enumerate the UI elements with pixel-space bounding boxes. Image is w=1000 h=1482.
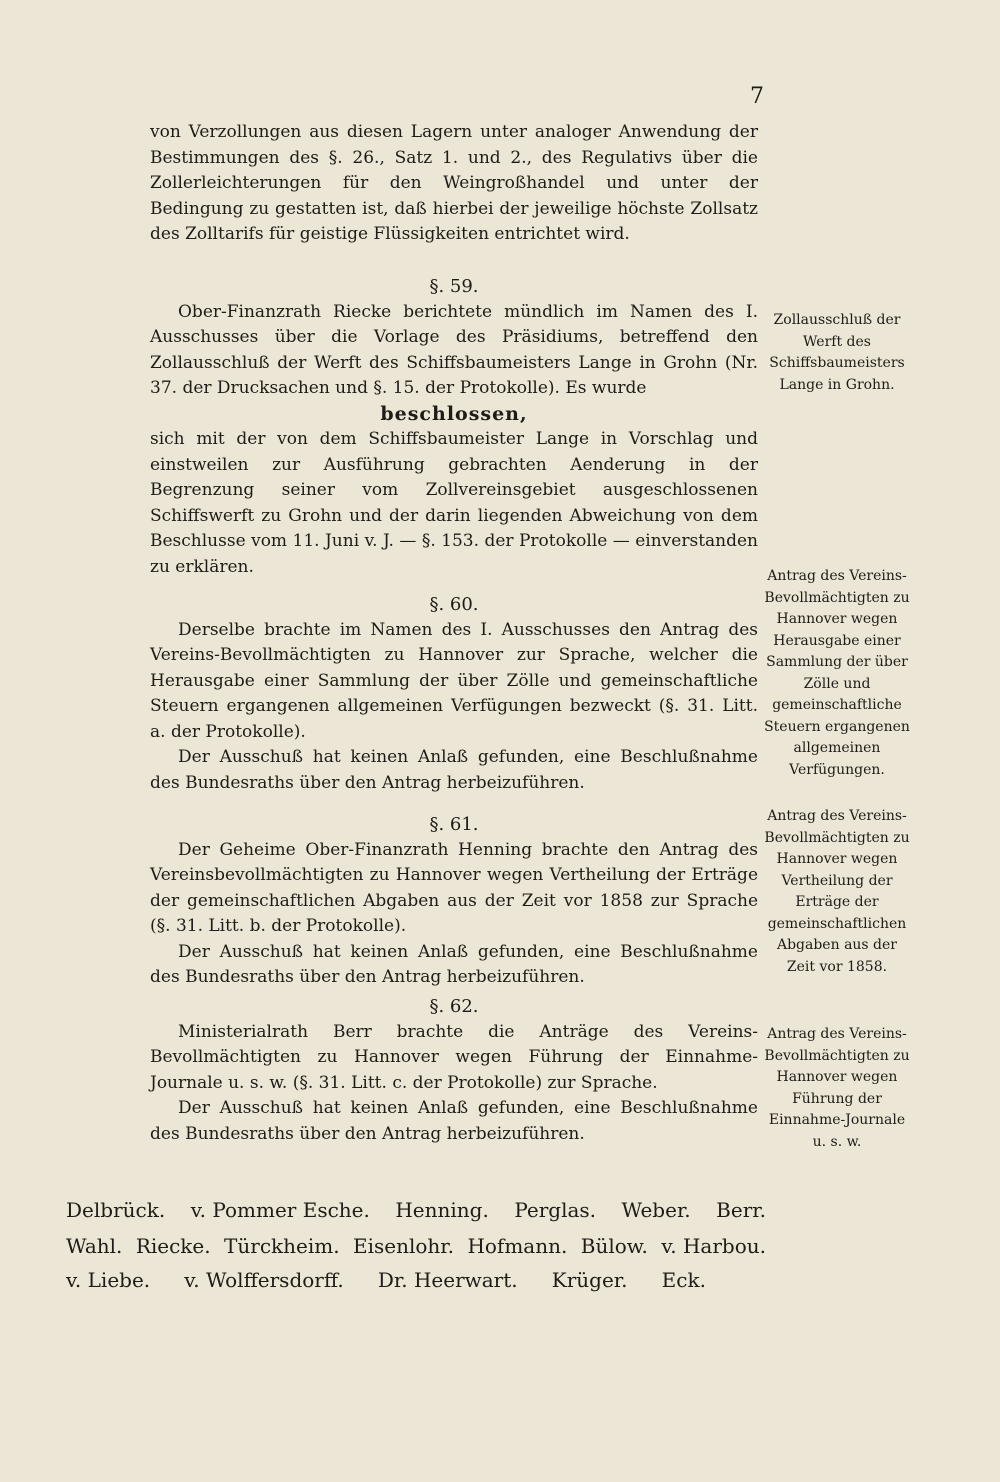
signature: Dr. Heerwart. bbox=[377, 1268, 518, 1292]
signature: Türckheim. bbox=[224, 1234, 340, 1258]
signature: Riecke. bbox=[135, 1234, 211, 1258]
section-61-result: Der Ausschuß hat keinen Anlaß gefunden, eine Beschlußnahme des Bundesraths über den Antrag herbeizuführen. bbox=[150, 941, 758, 987]
signature: Perglas. bbox=[514, 1198, 597, 1222]
signature: Eck. bbox=[661, 1268, 706, 1292]
resolved-label: beschlossen, bbox=[380, 402, 528, 425]
signature: Eisenlohr. bbox=[353, 1234, 455, 1258]
section-61-margin-note: Antrag des Vereins-Bevollmächtigten zu Hannover wegen Vertheilung der Erträge der gemeinschaftlichen Abgaben aus der Zeit vor 1858. bbox=[764, 808, 910, 975]
signature: Henning. bbox=[395, 1198, 489, 1222]
signature: Delbrück. bbox=[66, 1198, 166, 1222]
signature: Berr. bbox=[716, 1198, 766, 1222]
section-60 bbox=[150, 592, 758, 796]
section-60-heading: §. 60. bbox=[429, 594, 479, 615]
signature: v. Wolffersdorff. bbox=[184, 1268, 344, 1292]
signature: v. Harbou. bbox=[661, 1234, 766, 1258]
signature-row-1 bbox=[66, 1198, 766, 1222]
signature: Wahl. bbox=[66, 1234, 123, 1258]
section-59 bbox=[150, 274, 758, 580]
section-60-text: Derselbe brachte im Namen des I. Ausschusses den Antrag des Vereins-Bevollmächtigten zu Hannover zur Sprache, welcher die Herausgabe einer Sammlung der über Zölle und gemeinschaftliche Steuern ergangenen allgemeinen Verfügungen bezweckt (§. 31. Litt. a. der Protokolle). bbox=[150, 619, 758, 742]
signature: Krüger. bbox=[551, 1268, 628, 1292]
section-59-text: Ober-Finanzrath Riecke berichtete mündlich im Namen des I. Ausschusses über die Vorlage des Präsidiums, betreffend den Zollausschluß der Werft des Schiffsbaumeisters Lange in Grohn (Nr. 37. der Drucksachen und §. 15. der Protokolle). Es wurde bbox=[150, 301, 758, 398]
section-62-result: Der Ausschuß hat keinen Anlaß gefunden, eine Beschlußnahme des Bundesraths über den Antrag herbeizuführen. bbox=[150, 1098, 758, 1144]
signature-row-2 bbox=[66, 1234, 766, 1258]
signature: Bülow. bbox=[580, 1234, 648, 1258]
intro-paragraph: von Verzollungen aus diesen Lagern unter analoger Anwendung der Bestimmungen des §. 26., Satz 1. und 2., des Regulativs über die Zollerleichterungen für den Weingroßhandel und unter der Bedingung zu gestatten ist, daß hierbei der jeweilige höchste Zollsatz des Zolltarifs für geistige Flüssigkeiten entrichtet wird. bbox=[150, 122, 758, 244]
section-60-margin-note: Antrag des Vereins-Bevollmächtigten zu Hannover wegen Herausgabe einer Sammlung der über Zölle und gemeinschaftliche Steuern ergangenen allgemeinen Verfügungen. bbox=[764, 568, 910, 778]
section-62-margin-note: Antrag des Vereins-Bevollmächtigten zu Hannover wegen Führung der Einnahme-Journale u. s. w. bbox=[764, 1026, 910, 1150]
signature-row-3 bbox=[66, 1268, 706, 1292]
section-62-text: Ministerialrath Berr brachte die Anträge des Vereins-Bevollmächtigten zu Hannover wegen Führung der Einnahme-Journale u. s. w. (§. 31. Litt. c. der Protokolle) zur Sprache. bbox=[150, 1021, 758, 1093]
signature: Hofmann. bbox=[467, 1234, 568, 1258]
section-61-heading: §. 61. bbox=[429, 814, 479, 835]
section-61-text: Der Geheime Ober-Finanzrath Henning brachte den Antrag des Vereinsbevollmächtigten zu Hannover wegen Vertheilung der Erträge der gemeinschaftlichen Abgaben aus der Zeit vor 1858 zur Sprache (§. 31. Litt. b. der Protokolle). bbox=[150, 839, 758, 936]
signature: Weber. bbox=[621, 1198, 691, 1222]
section-59-margin-note: Zollausschluß der Werft des Schiffsbaumeisters Lange in Grohn. bbox=[769, 312, 905, 393]
signature: v. Pommer Esche. bbox=[190, 1198, 370, 1222]
section-62-heading: §. 62. bbox=[429, 996, 479, 1017]
section-59-heading: §. 59. bbox=[429, 276, 479, 297]
section-62 bbox=[150, 994, 758, 1147]
page-number: 7 bbox=[750, 84, 764, 109]
section-61 bbox=[150, 812, 758, 991]
section-60-result: Der Ausschuß hat keinen Anlaß gefunden, eine Beschlußnahme des Bundesraths über den Antrag herbeizuführen. bbox=[150, 747, 758, 793]
section-59-decision: sich mit der von dem Schiffsbaumeister Lange in Vorschlag und einstweilen zur Ausführung gebrachten Aenderung in der Begrenzung seiner vom Zollvereinsgebiet ausgeschlossenen Schiffswerft zu Grohn und der darin liegenden Abweichung von dem Beschlusse vom 11. Juni v. J. — §. 153. der Protokolle — einverstanden zu erklären. bbox=[150, 429, 758, 577]
signature: v. Liebe. bbox=[66, 1268, 151, 1292]
